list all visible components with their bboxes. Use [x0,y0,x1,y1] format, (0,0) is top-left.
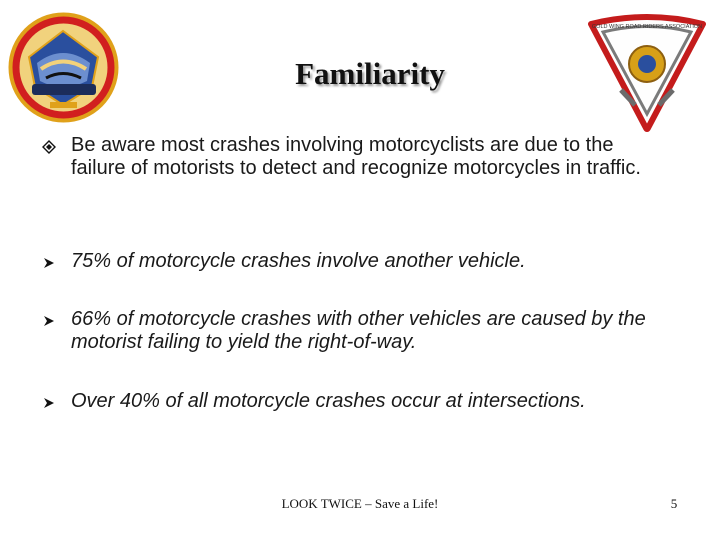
bullet-text: 75% of motorcycle crashes involve another vehicle. [71,250,526,272]
arrow-bullet-icon [42,256,56,270]
page-number: 5 [670,496,678,511]
arrow-bullet-icon [42,396,56,410]
goldwing-logo-text: GOLD WING ROAD RIDERS ASSOCIATION [591,24,703,30]
bullet-text: 66% of motorcycle crashes with other vehicles are caused by the motorist failing to yield the right-of-way. [71,308,646,353]
rider-club-seal-icon [7,11,120,124]
slide-footer: LOOK TWICE – Save a Life! [281,496,439,511]
arrow-bullet-icon [42,314,56,328]
slide-title: Familiarity [295,56,445,91]
diamond-bullet-icon [42,140,56,154]
bullet-text: Be aware most crashes involving motorcyclists are due to the failure of motorists to detect and recognize motorcycles in traffic. [71,134,641,179]
goldwing-road-riders-triangle-icon [583,12,711,134]
bullet-text: Over 40% of all motorcycle crashes occur at intersections. [71,390,586,412]
